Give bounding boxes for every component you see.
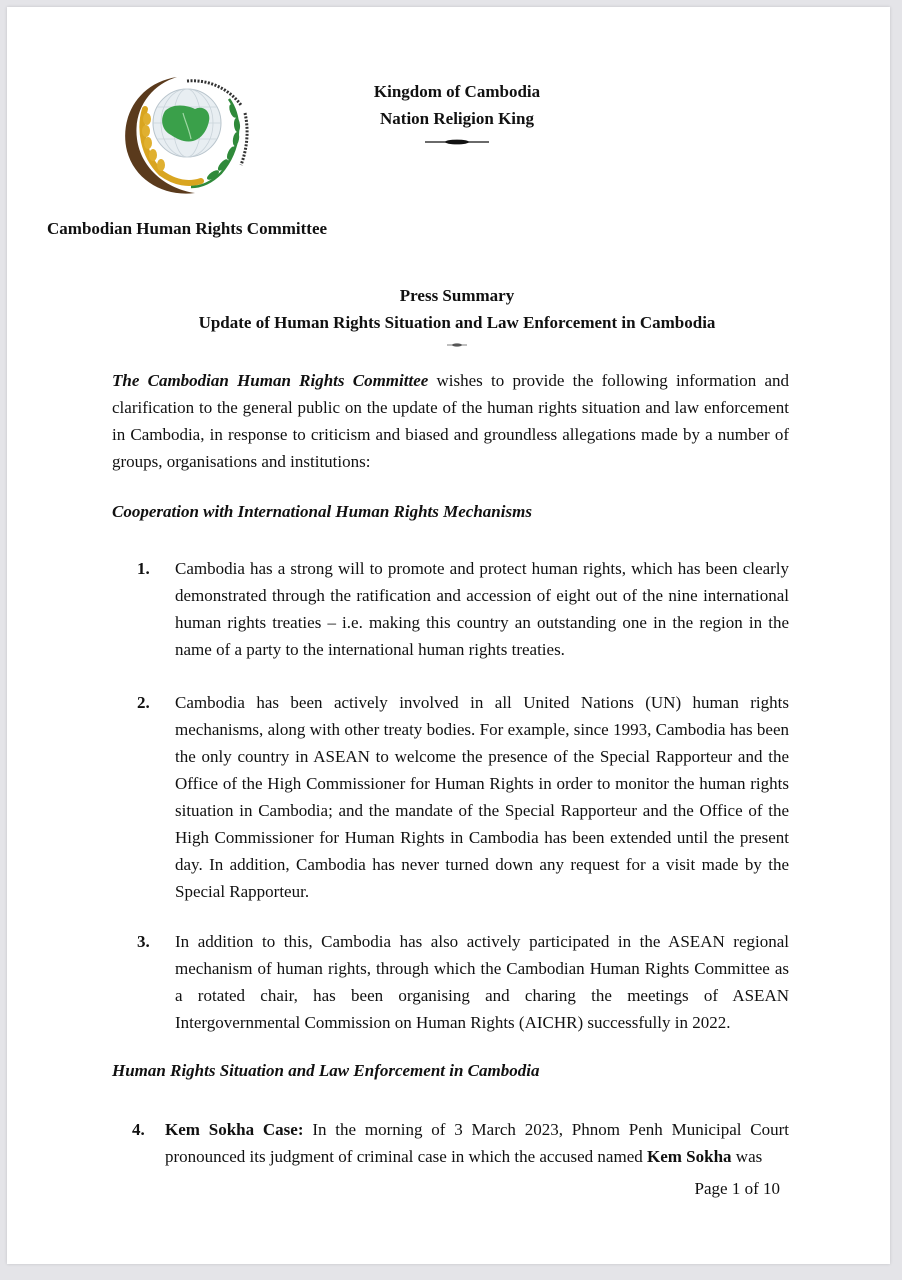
document-type: Press Summary xyxy=(399,286,515,305)
accused-name: Kem Sokha xyxy=(647,1147,732,1166)
item-text: Cambodia has been actively involved in all United Nations (UN) human rights mechanisms, along with other treaty bodies. For example, since 1993, Cambodia has been the only country in ASEAN to welcome the presence of the Special Rapporteur and the Office of the High Commissioner for Human Rights in order to monitor the human rights situation in Cambodia; and the mandate of the Special Rapporteur and the Office of the High Commissioner for Human Rights in Cambodia has been extended until the present day. In addition, Cambodia has never turned down any request for a visit made by the Special Rapporteur. xyxy=(175,693,789,901)
numbered-item xyxy=(137,928,789,1036)
document-page xyxy=(7,7,890,1264)
item-number: 3. xyxy=(137,932,150,951)
item-text-b: was xyxy=(731,1147,763,1166)
document-titles xyxy=(107,282,807,348)
numbered-item xyxy=(137,555,789,663)
item-number: 4. xyxy=(132,1120,145,1139)
divider-ornament-icon xyxy=(425,138,489,146)
intro-lead: The Cambodian Human Rights Committee xyxy=(112,371,429,390)
section-heading: Cooperation with International Human Rights Mechanisms xyxy=(112,502,532,521)
section-heading: Human Rights Situation and Law Enforcement in Cambodia xyxy=(112,1061,540,1080)
page-number: Page 1 of 10 xyxy=(694,1179,780,1198)
document-title: Update of Human Rights Situation and Law Enforcement in Cambodia xyxy=(198,313,716,332)
intro-paragraph xyxy=(112,367,789,475)
title-ornament-icon xyxy=(447,342,467,348)
intro-text: wishes to provide the following information and clarification to the general public on the update of the human rights situation and law enforcement in Cambodia, in response to criticism and biased and groundless allegations made by a number of groups, organisations and institutions: xyxy=(112,371,789,471)
item-number: 2. xyxy=(137,693,150,712)
national-motto: Nation Religion King xyxy=(380,109,534,128)
numbered-item xyxy=(137,689,789,905)
organization-name: Cambodian Human Rights Committee xyxy=(47,219,328,238)
letterhead-center xyxy=(347,78,567,146)
item-text-a: In the morning of 3 March 2023, Phnom Penh Municipal Court pronounced its judgment of criminal case in which the accused named xyxy=(165,1120,789,1166)
item-lead: Kem Sokha Case: xyxy=(165,1120,304,1139)
chrc-emblem-icon xyxy=(117,69,257,199)
numbered-item xyxy=(132,1116,789,1170)
item-text: In addition to this, Cambodia has also actively participated in the ASEAN regional mechanism of human rights, through which the Cambodian Human Rights Committee as a rotated chair, has been organising and charing the meetings of ASEAN Intergovernmental Commission on Human Rights (AICHR) successfully in 2022. xyxy=(175,932,789,1032)
country-name: Kingdom of Cambodia xyxy=(373,82,541,101)
item-text: Cambodia has a strong will to promote and protect human rights, which has been clearly demonstrated through the ratification and accession of eight out of the nine international human rights treaties – i.e. making this country an outstanding one in the region in the name of a party to the international human rights treaties. xyxy=(175,559,789,659)
item-number: 1. xyxy=(137,559,150,578)
item-text xyxy=(165,1116,789,1170)
